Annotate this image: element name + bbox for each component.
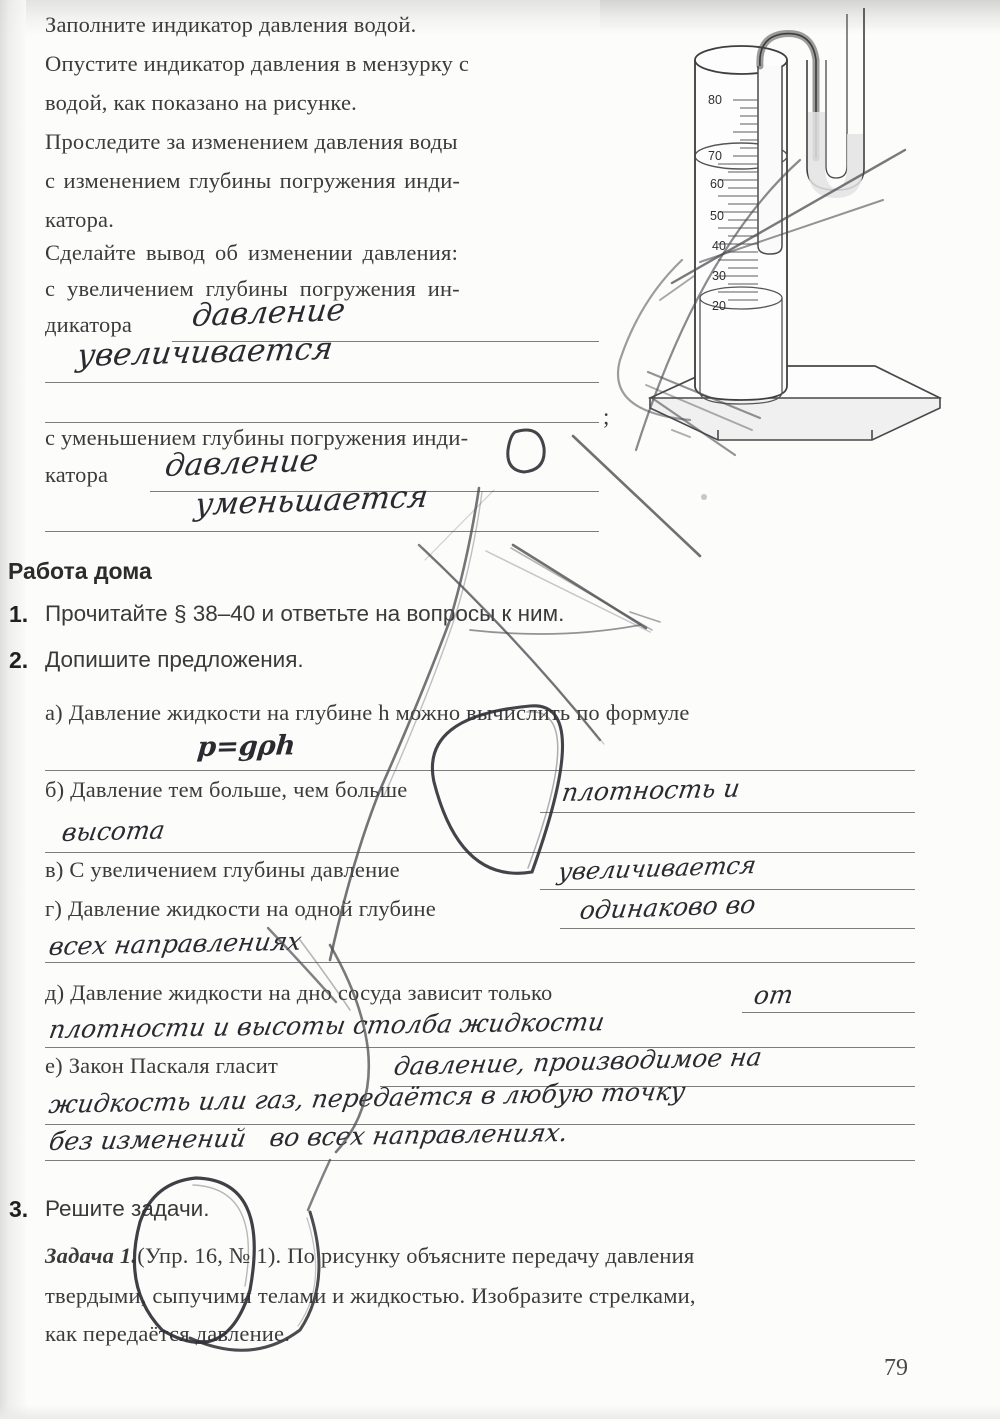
homework-marker-1: 1. xyxy=(9,601,29,627)
answer-rule-b-1[interactable] xyxy=(540,812,915,813)
intro-line-7: Сделайте вывод об изменении давления: xyxy=(45,240,459,265)
answer-rule-g-1[interactable] xyxy=(560,928,915,929)
answer-rule-a[interactable] xyxy=(45,770,915,771)
handwritten-formula: p=gρh xyxy=(196,730,297,763)
sentence-v: в) С увеличением глубины давление xyxy=(45,857,400,882)
handwritten-answer-d-2: плотности и высоты столба жидкости xyxy=(47,1007,607,1044)
intro-line-8: с увеличением глубины погружения ин- xyxy=(45,276,460,301)
scale-label-60: 60 xyxy=(710,177,724,191)
scale-label-70: 70 xyxy=(708,149,722,163)
homework-item-1: Прочитайте § 38–40 и ответьте на вопросы к ним. xyxy=(45,601,565,626)
homework-marker-3: 3. xyxy=(9,1196,29,1222)
handwritten-conclusion-increase-2: увеличивается xyxy=(75,330,336,374)
page-number: 79 xyxy=(884,1355,908,1381)
intro-line-4: Проследите за изменением давления воды xyxy=(45,129,458,154)
intro-line-1: Заполните индикатор давления водой. xyxy=(45,12,417,37)
handwritten-answer-b-2: высота xyxy=(60,815,167,847)
task-line-3: как передаётся давление. xyxy=(45,1321,291,1346)
scan-shadow-bottom xyxy=(0,1405,1000,1419)
scan-speck xyxy=(701,494,707,500)
sentence-e: е) Закон Паскаля гласит xyxy=(45,1053,279,1078)
answer-rule-g-2[interactable] xyxy=(45,962,915,963)
intro-decrease-line-2: катора xyxy=(45,462,109,487)
answer-rule-d-1[interactable] xyxy=(742,1012,915,1013)
pressure-indicator-figure xyxy=(640,8,1000,448)
sentence-g: г) Давление жидкости на одной глубине xyxy=(45,896,436,921)
handwritten-answer-e-3: без изменений во всех направлениях. xyxy=(47,1117,570,1156)
scale-label-80: 80 xyxy=(708,93,722,107)
answer-rule-b-2[interactable] xyxy=(45,852,915,853)
handwritten-conclusion-decrease-2: уменьшается xyxy=(193,478,431,523)
task-label: Задача 1. xyxy=(45,1243,138,1268)
intro-line-5: с изменением глубины погружения инди- xyxy=(45,168,461,193)
answer-rule-e-3[interactable] xyxy=(45,1160,915,1161)
handwritten-conclusion-increase-1: давление xyxy=(190,291,348,334)
homework-item-3: Решите задачи. xyxy=(45,1196,210,1221)
intro-line-2: Опустите индикатор давления в мензурку с xyxy=(45,51,470,76)
handwritten-conclusion-decrease-1: давление xyxy=(163,442,321,484)
task-line-2: твердыми, сыпучими телами и жидкостью. Изобразите стрелками, xyxy=(45,1283,696,1308)
task-block xyxy=(45,1243,694,1269)
sentence-b: б) Давление тем больше, чем больше xyxy=(45,777,408,802)
handwritten-answer-v: увеличивается xyxy=(556,850,759,886)
semicolon-mark: ; xyxy=(603,404,610,429)
homework-heading: Работа дома xyxy=(8,558,152,584)
answer-rule-conclusion-2[interactable] xyxy=(45,382,599,383)
handwritten-answer-b-1: плотность и xyxy=(560,773,743,807)
intro-line-9: дикатора xyxy=(45,312,133,337)
handwritten-answer-g-2: всех направлениях xyxy=(47,926,304,961)
handwritten-answer-g-1: одинаково во xyxy=(578,889,758,925)
intro-line-6: катора. xyxy=(45,207,115,232)
homework-marker-2: 2. xyxy=(9,647,29,673)
answer-rule-conclusion-5[interactable] xyxy=(45,531,599,532)
sentence-a: а) Давление жидкости на глубине h можно вычислить по формуле xyxy=(45,700,690,725)
homework-item-2: Допишите предложения. xyxy=(45,647,304,672)
intro-decrease-line-1: с уменьшением глубины погружения инди- xyxy=(45,425,469,450)
handwritten-answer-e-1: давление, производимое на xyxy=(392,1042,764,1081)
scale-label-20: 20 xyxy=(712,299,726,313)
handwritten-answer-d-1: от xyxy=(752,979,796,1010)
answer-rule-conclusion-3[interactable] xyxy=(45,422,599,423)
scale-label-50: 50 xyxy=(710,209,724,223)
answer-rule-d-2[interactable] xyxy=(45,1047,915,1048)
sentence-d: д) Давление жидкости на дно сосуда зависит только xyxy=(45,980,553,1005)
scale-label-30: 30 xyxy=(712,269,726,283)
handwritten-answer-e-2: жидкость или газ, передаётся в любую точку xyxy=(47,1076,688,1119)
task-line-1: (Упр. 16, № 1). По рисунку объясните передачу давления xyxy=(137,1243,695,1268)
intro-line-3: водой, как показано на рисунке. xyxy=(45,90,357,115)
scale-label-40: 40 xyxy=(712,239,726,253)
